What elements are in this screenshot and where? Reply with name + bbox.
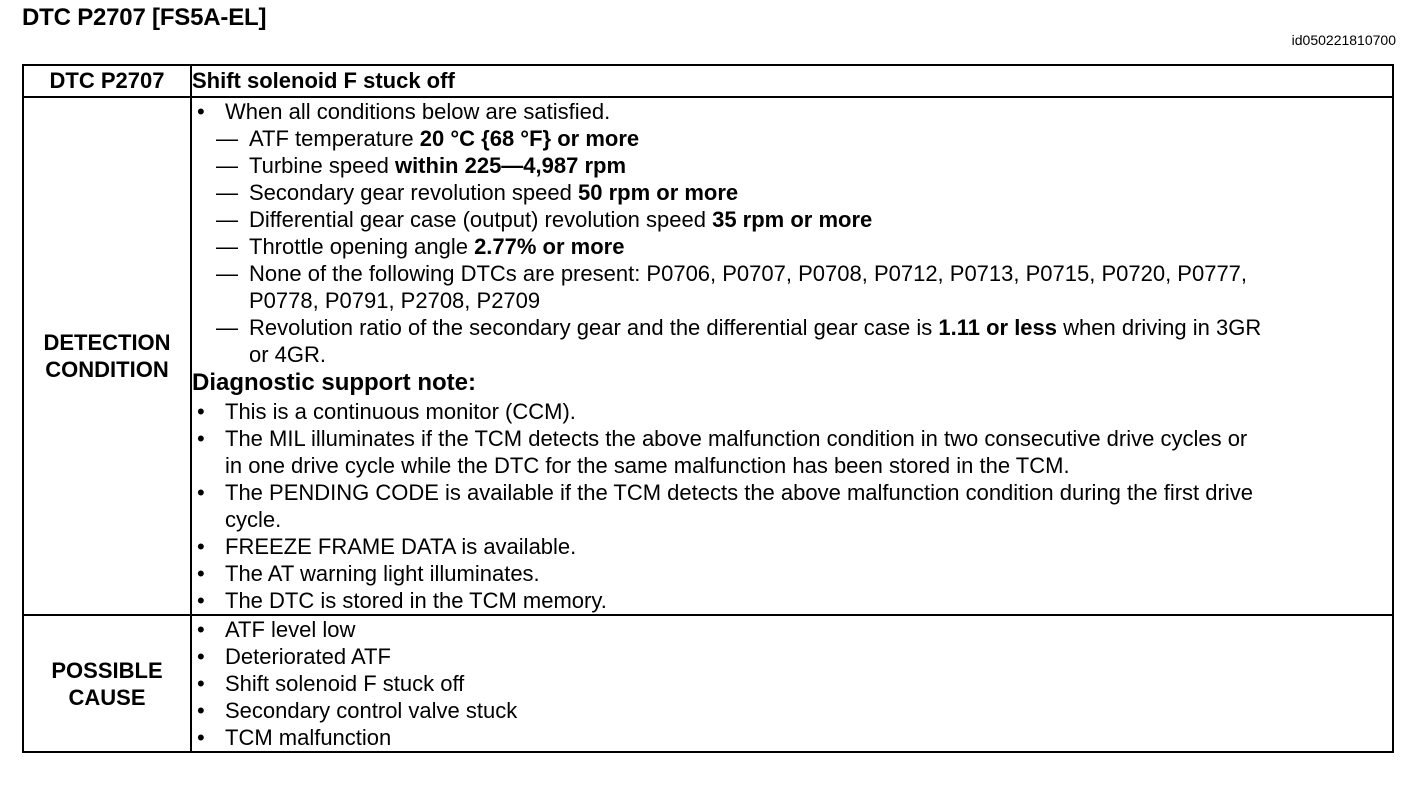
condition-line bbox=[249, 314, 1392, 341]
dash-icon: — bbox=[216, 126, 238, 151]
list-item bbox=[192, 616, 1392, 643]
bullet-icon: • bbox=[197, 588, 205, 613]
dtc-description-cell: Shift solenoid F stuck off bbox=[191, 65, 1393, 97]
dash-icon: — bbox=[216, 153, 238, 178]
cause-text: TCM malfunction bbox=[225, 725, 392, 750]
detection-content-cell bbox=[191, 97, 1393, 615]
note-text: The AT warning light illuminates. bbox=[225, 561, 540, 586]
list-item bbox=[192, 98, 1392, 125]
list-item bbox=[192, 560, 1392, 587]
condition-value: 2.77% or more bbox=[474, 234, 625, 259]
condition-item bbox=[192, 152, 1392, 179]
bullet-icon: • bbox=[197, 617, 205, 642]
condition-text: None of the following DTCs are present: P0706, P0707, P0708, P0712, P0713, P0715, P0720, P0777, bbox=[249, 261, 1248, 286]
note-text: The MIL illuminates if the TCM detects the above malfunction condition in two consecutive drive cycles or bbox=[225, 426, 1248, 451]
condition-value: 50 rpm or more bbox=[578, 180, 739, 205]
possible-cause-row bbox=[23, 615, 1393, 752]
bullet-icon: • bbox=[197, 561, 205, 586]
dash-icon: — bbox=[216, 261, 238, 286]
dash-icon: — bbox=[216, 207, 238, 232]
bullet-icon: • bbox=[197, 644, 205, 669]
detection-intro: When all conditions below are satisfied. bbox=[225, 99, 611, 124]
list-item bbox=[192, 670, 1392, 697]
list-item bbox=[192, 587, 1392, 614]
detection-label-line2: CONDITION bbox=[45, 357, 169, 382]
condition-text: Revolution ratio of the secondary gear and the differential gear case is bbox=[249, 315, 939, 340]
list-item bbox=[192, 724, 1392, 751]
list-item bbox=[192, 398, 1392, 425]
note-text-continued: in one drive cycle while the DTC for the same malfunction has been stored in the TCM. bbox=[225, 453, 1070, 478]
possible-cause-content-cell bbox=[191, 615, 1393, 752]
bullet-icon: • bbox=[197, 671, 205, 696]
condition-text-tail: when driving in 3GR bbox=[1057, 315, 1262, 340]
condition-item bbox=[192, 179, 1392, 206]
dash-icon: — bbox=[216, 315, 238, 340]
cause-text: Secondary control valve stuck bbox=[225, 698, 518, 723]
cause-label-line1: POSSIBLE bbox=[51, 657, 163, 683]
condition-value: 20 °C {68 °F} or more bbox=[419, 126, 640, 151]
bullet-icon: • bbox=[197, 698, 205, 723]
cause-text: Deteriorated ATF bbox=[225, 644, 391, 669]
condition-item bbox=[192, 314, 1392, 368]
condition-value: 1.11 or less bbox=[938, 315, 1058, 340]
condition-text: Secondary gear revolution speed bbox=[249, 180, 578, 205]
condition-text: Turbine speed bbox=[249, 153, 395, 178]
cause-label-line2: CAUSE bbox=[68, 684, 146, 710]
detection-row bbox=[23, 97, 1393, 615]
note-text-continued: cycle. bbox=[225, 507, 282, 532]
dash-icon: — bbox=[216, 180, 238, 205]
note-text: The PENDING CODE is available if the TCM detects the above malfunction condition during the first drive bbox=[225, 480, 1253, 505]
condition-value: 35 rpm or more bbox=[712, 207, 873, 232]
bullet-icon: • bbox=[197, 725, 205, 750]
document-id: id050221810700 bbox=[1291, 32, 1396, 48]
condition-text-continued: P0778, P0791, P2708, P2709 bbox=[249, 288, 541, 313]
bullet-icon: • bbox=[197, 534, 205, 559]
list-item bbox=[192, 643, 1392, 670]
condition-item bbox=[192, 260, 1392, 314]
bullet-icon: • bbox=[197, 480, 205, 505]
list-item bbox=[192, 697, 1392, 724]
detection-label-line1: DETECTION bbox=[43, 330, 171, 355]
cause-text: ATF level low bbox=[225, 617, 356, 642]
bullet-icon: • bbox=[197, 426, 205, 451]
page-title: DTC P2707 [FS5A-EL] bbox=[22, 4, 267, 31]
list-item bbox=[192, 425, 1392, 479]
dtc-table bbox=[22, 64, 1394, 753]
condition-text: Differential gear case (output) revolution speed bbox=[249, 207, 713, 232]
list-item bbox=[192, 533, 1392, 560]
header-row bbox=[23, 65, 1393, 97]
list-item bbox=[192, 479, 1392, 533]
condition-item bbox=[192, 206, 1392, 233]
condition-text: ATF temperature bbox=[249, 126, 420, 151]
note-text: The DTC is stored in the TCM memory. bbox=[225, 588, 607, 613]
bullet-icon: • bbox=[197, 399, 205, 424]
cause-text: Shift solenoid F stuck off bbox=[225, 671, 465, 696]
possible-cause-label-cell bbox=[23, 615, 191, 752]
condition-text: Throttle opening angle bbox=[249, 234, 475, 259]
condition-item bbox=[192, 125, 1392, 152]
condition-text-continued: or 4GR. bbox=[249, 342, 327, 367]
note-text: This is a continuous monitor (CCM). bbox=[225, 399, 576, 424]
dash-icon: — bbox=[216, 234, 238, 259]
dtc-code-cell: DTC P2707 bbox=[23, 65, 191, 97]
diagnostic-note-heading: Diagnostic support note: bbox=[192, 369, 476, 396]
note-text: FREEZE FRAME DATA is available. bbox=[225, 534, 577, 559]
detection-label-cell bbox=[23, 97, 191, 615]
bullet-icon: • bbox=[197, 99, 205, 124]
condition-item bbox=[192, 233, 1392, 260]
condition-value: within 225—4,987 rpm bbox=[394, 153, 627, 178]
